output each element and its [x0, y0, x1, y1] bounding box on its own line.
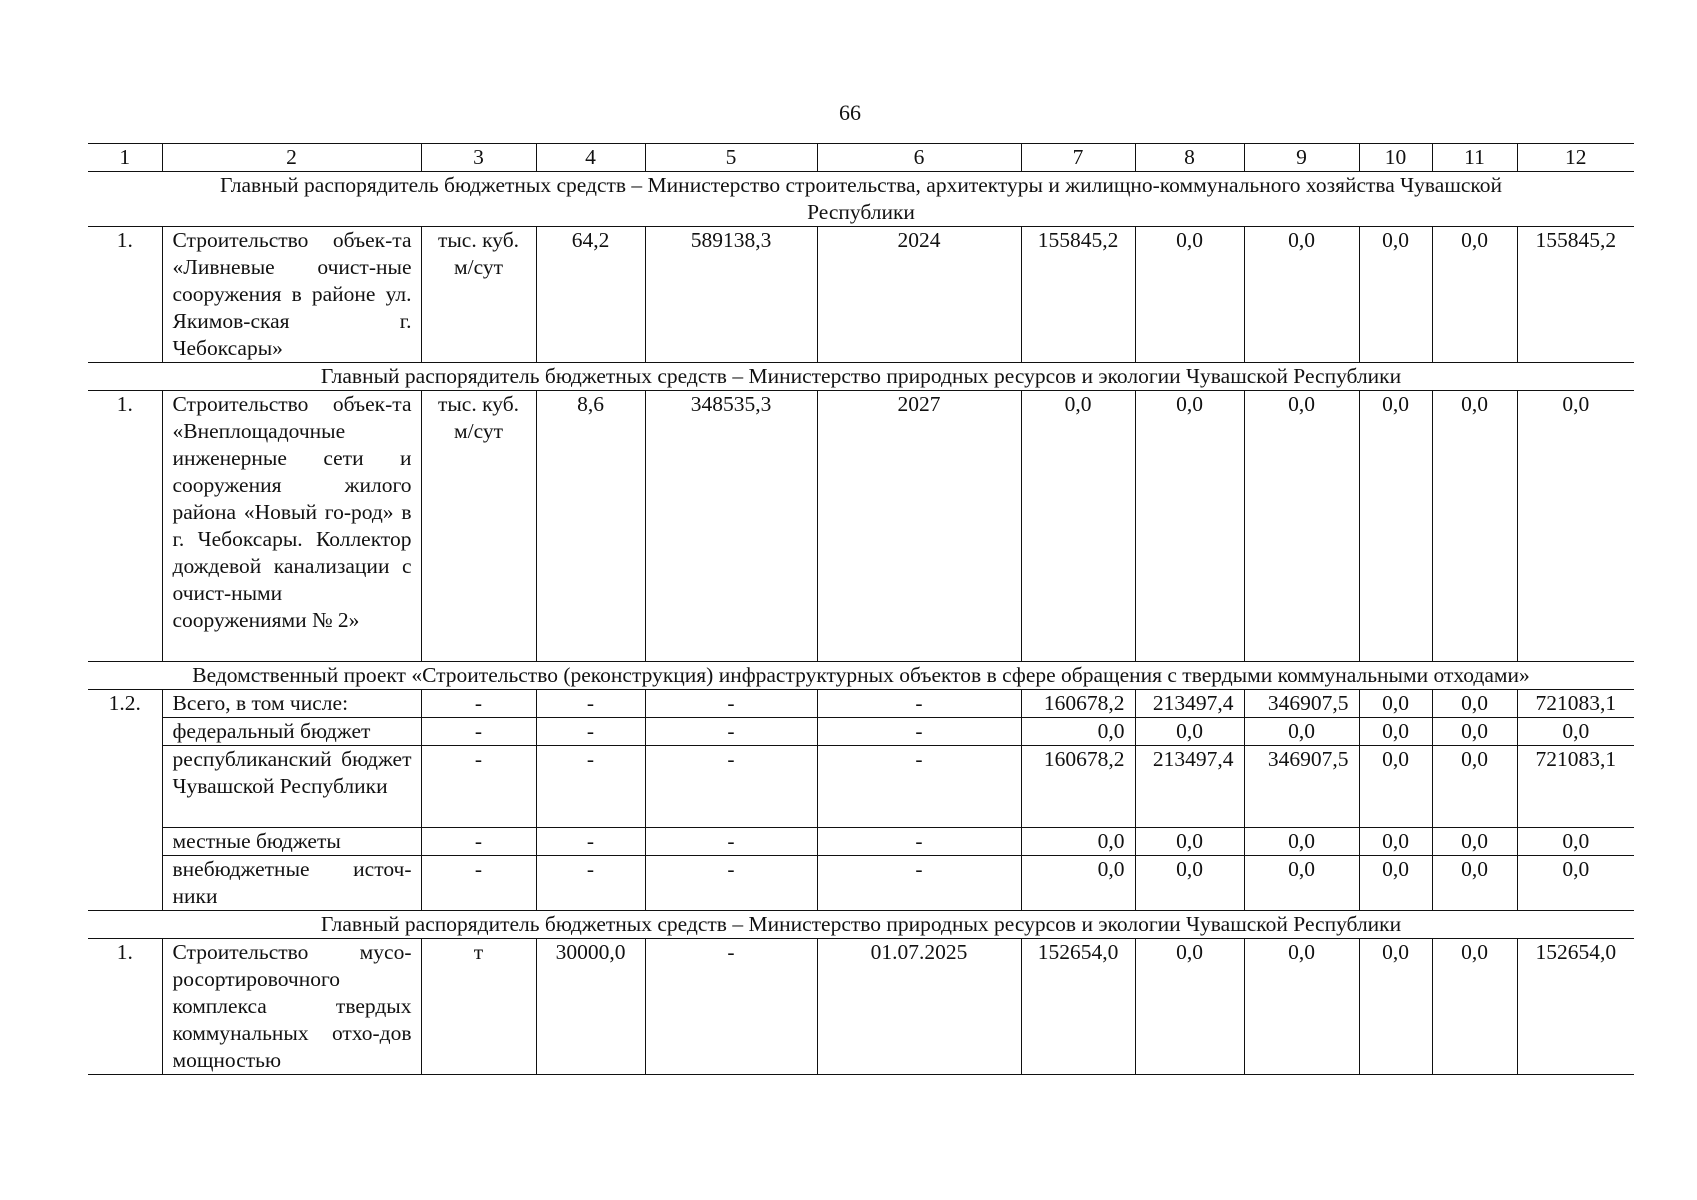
- completion-date: 01.07.2025: [817, 939, 1021, 1075]
- completion-date: 2024: [817, 227, 1021, 363]
- unit: -: [421, 828, 536, 856]
- section-row: [88, 172, 1634, 227]
- value-col-10: 0,0: [1359, 828, 1432, 856]
- value-col-7: 160678,2: [1021, 746, 1135, 828]
- unit: -: [421, 746, 536, 828]
- value-col-8: 0,0: [1135, 828, 1244, 856]
- header-cell: 8: [1135, 144, 1244, 172]
- table-row: [88, 718, 1634, 746]
- value-col-7: 0,0: [1021, 391, 1135, 662]
- section-row: [88, 662, 1634, 690]
- unit: тыс. куб. м/сут: [421, 227, 536, 363]
- capacity: 30000,0: [536, 939, 645, 1075]
- header-cell: 7: [1021, 144, 1135, 172]
- value-col-7: 0,0: [1021, 718, 1135, 746]
- funding-source: Всего, в том числе:: [162, 690, 421, 718]
- row-index: 1.: [88, 227, 162, 363]
- value-col-12: 0,0: [1517, 856, 1634, 911]
- estimated-cost: -: [645, 718, 817, 746]
- capacity: -: [536, 856, 645, 911]
- header-cell: 11: [1432, 144, 1517, 172]
- value-col-11: 0,0: [1432, 856, 1517, 911]
- header-cell: 1: [88, 144, 162, 172]
- value-col-11: 0,0: [1432, 718, 1517, 746]
- funding-source: республиканский бюджет Чувашской Республики: [162, 746, 421, 828]
- value-col-11: 0,0: [1432, 690, 1517, 718]
- value-col-11: 0,0: [1432, 939, 1517, 1075]
- header-cell: 6: [817, 144, 1021, 172]
- row-index: 1.2.: [88, 690, 162, 911]
- completion-date: -: [817, 690, 1021, 718]
- value-col-8: 213497,4: [1135, 746, 1244, 828]
- capacity: -: [536, 828, 645, 856]
- value-col-7: 155845,2: [1021, 227, 1135, 363]
- estimated-cost: -: [645, 746, 817, 828]
- value-col-11: 0,0: [1432, 391, 1517, 662]
- section-row: [88, 363, 1634, 391]
- table-row: [88, 828, 1634, 856]
- value-col-12: 0,0: [1517, 391, 1634, 662]
- section-row: [88, 911, 1634, 939]
- header-cell: 5: [645, 144, 817, 172]
- section-heading-natural-resources-ministry: Главный распорядитель бюджетных средств – Министерство природных ресурсов и экологии Чувашской Республики: [88, 911, 1634, 939]
- row-index: 1.: [88, 939, 162, 1075]
- header-cell: 9: [1244, 144, 1359, 172]
- value-col-8: 0,0: [1135, 856, 1244, 911]
- value-col-8: 213497,4: [1135, 690, 1244, 718]
- value-col-9: 0,0: [1244, 828, 1359, 856]
- unit: -: [421, 690, 536, 718]
- value-col-10: 0,0: [1359, 690, 1432, 718]
- unit: т: [421, 939, 536, 1075]
- value-col-8: 0,0: [1135, 718, 1244, 746]
- value-col-9: 0,0: [1244, 856, 1359, 911]
- value-col-7: 0,0: [1021, 856, 1135, 911]
- estimated-cost: -: [645, 828, 817, 856]
- header-cell: 12: [1517, 144, 1634, 172]
- table-row: [88, 746, 1634, 828]
- value-col-8: 0,0: [1135, 227, 1244, 363]
- capacity: -: [536, 690, 645, 718]
- table-row: [88, 690, 1634, 718]
- value-col-12: 152654,0: [1517, 939, 1634, 1075]
- value-col-12: 0,0: [1517, 718, 1634, 746]
- value-col-10: 0,0: [1359, 856, 1432, 911]
- budget-table: [88, 143, 1634, 1075]
- value-col-10: 0,0: [1359, 746, 1432, 828]
- capacity: 8,6: [536, 391, 645, 662]
- value-col-9: 0,0: [1244, 718, 1359, 746]
- value-col-8: 0,0: [1135, 391, 1244, 662]
- estimated-cost: -: [645, 939, 817, 1075]
- header-cell: 3: [421, 144, 536, 172]
- object-name: Строительство мусо-росортировочного комплекса твердых коммунальных отхо-дов мощностью: [162, 939, 421, 1075]
- object-name: Строительство объек-та «Ливневые очист-ные сооружения в районе ул. Якимов-ская г. Чебоксары»: [162, 227, 421, 363]
- table-row: [88, 856, 1634, 911]
- value-col-10: 0,0: [1359, 227, 1432, 363]
- completion-date: 2027: [817, 391, 1021, 662]
- estimated-cost: 589138,3: [645, 227, 817, 363]
- value-col-12: 721083,1: [1517, 746, 1634, 828]
- table-row: [88, 227, 1634, 363]
- section-heading-construction-ministry: Главный распорядитель бюджетных средств – Министерство строительства, архитектуры и жилищно-коммунального хозяйства Чувашской Республики: [88, 172, 1634, 227]
- value-col-12: 155845,2: [1517, 227, 1634, 363]
- capacity: -: [536, 746, 645, 828]
- page-number: 66: [839, 100, 861, 125]
- section-heading-departmental-project: Ведомственный проект «Строительство (реконструкция) инфраструктурных объектов в сфере обращения с твердыми коммунальными отходами»: [88, 662, 1634, 690]
- value-col-8: 0,0: [1135, 939, 1244, 1075]
- estimated-cost: 348535,3: [645, 391, 817, 662]
- funding-source: местные бюджеты: [162, 828, 421, 856]
- value-col-7: 152654,0: [1021, 939, 1135, 1075]
- value-col-10: 0,0: [1359, 939, 1432, 1075]
- unit: тыс. куб. м/сут: [421, 391, 536, 662]
- unit: -: [421, 718, 536, 746]
- completion-date: -: [817, 856, 1021, 911]
- capacity: -: [536, 718, 645, 746]
- value-col-9: 0,0: [1244, 227, 1359, 363]
- value-col-11: 0,0: [1432, 746, 1517, 828]
- value-col-9: 0,0: [1244, 939, 1359, 1075]
- funding-source: внебюджетные источ-ники: [162, 856, 421, 911]
- value-col-11: 0,0: [1432, 227, 1517, 363]
- value-col-9: 346907,5: [1244, 746, 1359, 828]
- value-col-10: 0,0: [1359, 718, 1432, 746]
- funding-source: федеральный бюджет: [162, 718, 421, 746]
- estimated-cost: -: [645, 690, 817, 718]
- value-col-12: 721083,1: [1517, 690, 1634, 718]
- value-col-12: 0,0: [1517, 828, 1634, 856]
- header-cell: 2: [162, 144, 421, 172]
- completion-date: -: [817, 746, 1021, 828]
- object-name: Строительство объек-та «Внеплощадочные инженерные сети и сооружения жилого района «Новый го-род» в г. Чебоксары. Коллектор дождевой канализации с очист-ными сооружениями № 2»: [162, 391, 421, 662]
- completion-date: -: [817, 718, 1021, 746]
- header-cell: 10: [1359, 144, 1432, 172]
- section-heading-natural-resources-ministry: Главный распорядитель бюджетных средств – Министерство природных ресурсов и экологии Чувашской Республики: [88, 363, 1634, 391]
- completion-date: -: [817, 828, 1021, 856]
- value-col-7: 0,0: [1021, 828, 1135, 856]
- capacity: 64,2: [536, 227, 645, 363]
- value-col-9: 346907,5: [1244, 690, 1359, 718]
- column-numbers-row: [88, 144, 1634, 172]
- value-col-10: 0,0: [1359, 391, 1432, 662]
- table-row: [88, 391, 1634, 662]
- estimated-cost: -: [645, 856, 817, 911]
- value-col-7: 160678,2: [1021, 690, 1135, 718]
- value-col-9: 0,0: [1244, 391, 1359, 662]
- value-col-11: 0,0: [1432, 828, 1517, 856]
- row-index: 1.: [88, 391, 162, 662]
- unit: -: [421, 856, 536, 911]
- header-cell: 4: [536, 144, 645, 172]
- table-row: [88, 939, 1634, 1075]
